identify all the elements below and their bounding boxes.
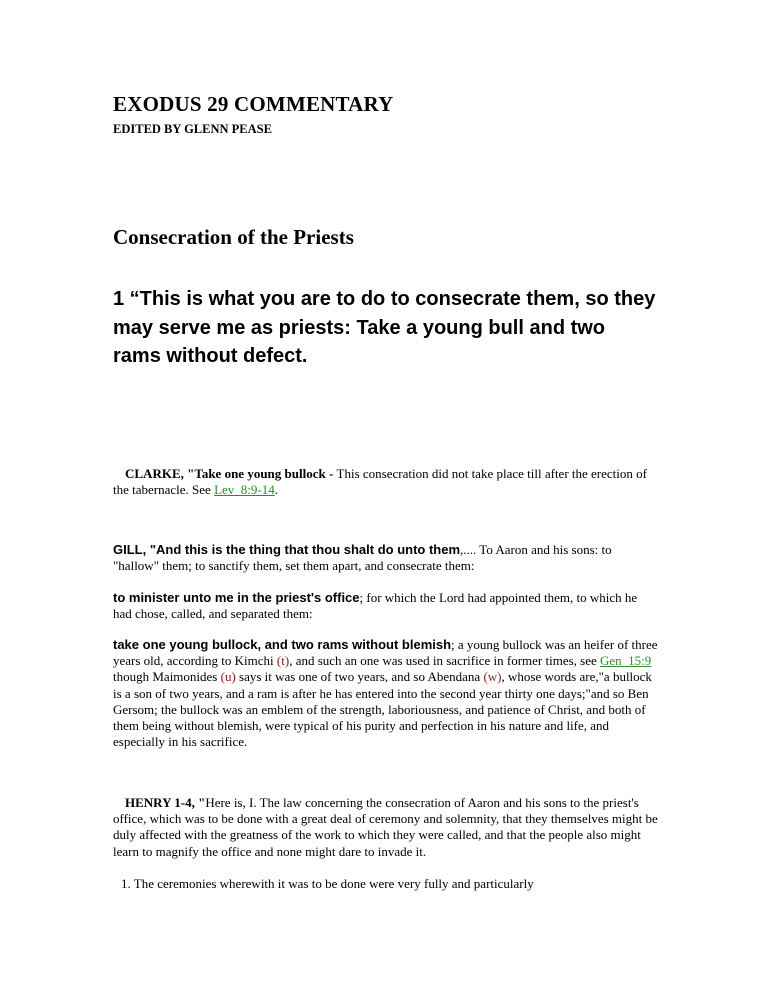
clarke-link[interactable]: Lev_8:9-14 bbox=[214, 482, 275, 498]
henry-text: Here is, I. The law concerning the consecration of Aaron and his sons to the priest's office, which was to be done with a great deal of ceremony and solemnity, that they themselves might be duly affected with the greatness of the work to which they were called, and that the people also might learn to magnify the office and none might dare to invade it. bbox=[113, 795, 658, 859]
gill-text-3e: , whose words are,"a bullock is a son of two years, and a ram is after he has entered into the second year thirty one days;"and so Ben Gersom; the bullock was an emblem of the strength, laboriousness, and patience of Christ, and both of them being without blemish, were typical of his purity and perfection in his nature and life, and especially in his sacrifice. bbox=[113, 669, 652, 750]
gill-paragraph-2 bbox=[113, 590, 658, 622]
gill-text-3a: ; a young bullock was an heifer of three years old, according to Kimchi bbox=[113, 637, 658, 669]
clarke-end: . bbox=[274, 482, 278, 498]
gill-text-1: ,.... To Aaron and his sons: to "hallow" them; to sanctify them, set them apart, and consecrate them: bbox=[113, 542, 612, 574]
gill-lead: GILL, "And this is the thing that thou shalt do unto them bbox=[113, 542, 461, 557]
gill-text-2: ; for which the Lord had appointed them, to which he had chose, called, and separated them: bbox=[113, 590, 638, 622]
clarke-lead: CLARKE, "Take one young bullock - bbox=[125, 466, 337, 481]
gill-text-3c: though Maimonides bbox=[113, 669, 221, 685]
footnote-ref-t[interactable]: (t) bbox=[276, 653, 290, 669]
henry-paragraph bbox=[113, 795, 658, 860]
document-title: EXODUS 29 COMMENTARY bbox=[113, 92, 394, 116]
footnote-ref-u[interactable]: (u) bbox=[220, 669, 236, 685]
gen-link[interactable]: Gen_15:9 bbox=[600, 653, 652, 669]
henry-item-1: 1. The ceremonies wherewith it was to be done were very fully and particularly bbox=[121, 876, 534, 891]
gill-lead-3: take one young bullock, and two rams without blemish bbox=[113, 637, 452, 652]
gill-paragraph-3 bbox=[113, 637, 658, 750]
section-heading: Consecration of the Priests bbox=[113, 225, 354, 249]
document-editor: EDITED BY GLENN PEASE bbox=[113, 122, 272, 136]
gill-text-3b: , and such an one was used in sacrifice in former times, see bbox=[289, 653, 601, 669]
footnote-ref-w[interactable]: (w) bbox=[483, 669, 502, 685]
gill-lead-2: to minister unto me in the priest's office bbox=[113, 590, 360, 605]
clarke-paragraph bbox=[113, 466, 658, 498]
henry-lead: HENRY 1-4, " bbox=[125, 795, 206, 810]
gill-paragraph-1 bbox=[113, 542, 658, 574]
gill-text-3d: says it was one of two years, and so Abendana bbox=[235, 669, 484, 685]
clarke-text: This consecration did not take place till after the erection of the tabernacle. See bbox=[113, 466, 647, 498]
verse-text: 1 “This is what you are to do to consecrate them, so they may serve me as priests: Take a young bull and two rams without defect. bbox=[113, 288, 656, 367]
